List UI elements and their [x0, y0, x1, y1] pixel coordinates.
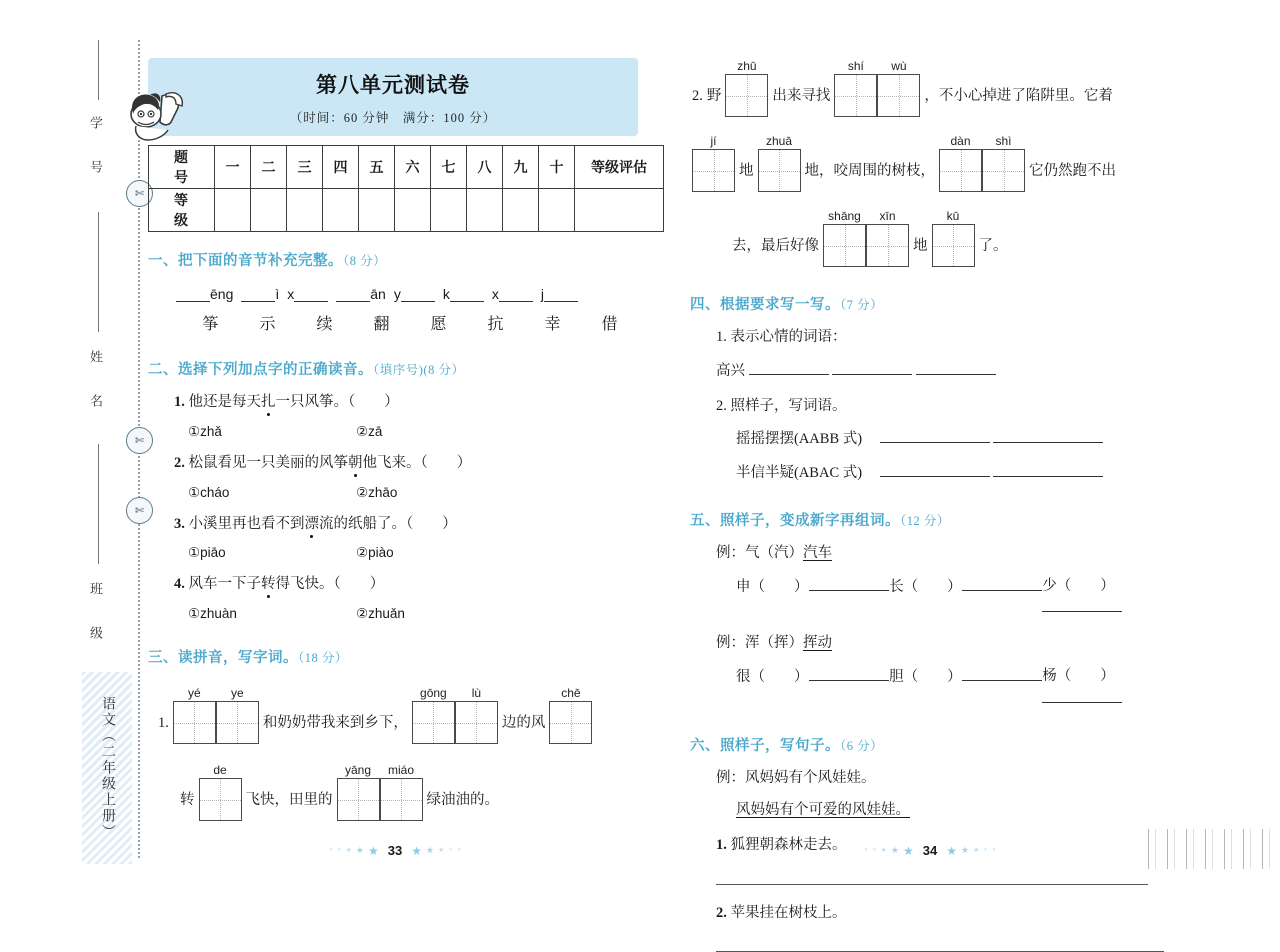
grade-cell[interactable]	[575, 189, 664, 232]
hanzi-label: 示	[259, 316, 276, 333]
grade-cell[interactable]	[539, 189, 575, 232]
choice-question: 4. 风车一下子转得飞快。（ ）	[174, 576, 385, 593]
section-five-example-2	[690, 633, 1190, 655]
q-num-cell: 六	[395, 146, 431, 189]
pinyin-label-row	[199, 762, 242, 778]
tianzige-grid[interactable]	[758, 149, 801, 192]
scissors-seal-icon: ✄	[126, 180, 153, 207]
section-two-title: 二、选择下列加点字的正确读音。	[148, 362, 373, 378]
grade-cell[interactable]	[287, 189, 323, 232]
tianzige-cell[interactable]	[549, 701, 592, 744]
tianzige-grid[interactable]	[173, 701, 259, 744]
pinyin-label: yé	[188, 686, 201, 700]
sentence-text: 边的风	[501, 714, 546, 731]
scan-edge-artifact	[1148, 829, 1280, 869]
tianzige-grid[interactable]	[834, 74, 920, 117]
grade-cell[interactable]	[359, 189, 395, 232]
sentence-text: 地，咬周围的树枝，	[804, 162, 935, 179]
section-three-q2	[690, 58, 1190, 267]
answer-blank[interactable]	[993, 462, 1103, 477]
tianzige-cell[interactable]	[758, 149, 801, 192]
pinyin-writing-line	[690, 133, 1190, 192]
sentence-text: 出来寻找	[772, 87, 831, 104]
tianzige-grid[interactable]	[823, 224, 909, 267]
pinyin-label: zhuā	[765, 134, 793, 148]
option-2[interactable]: ②piào	[356, 545, 394, 561]
tianzige-grid[interactable]	[725, 74, 768, 117]
grade-cell[interactable]	[467, 189, 503, 232]
pinyin-fill-item[interactable]: ān	[336, 286, 386, 302]
section-five-heading	[690, 509, 1190, 530]
hanzi-label: 翻	[373, 316, 390, 333]
tianzige-grid[interactable]	[199, 778, 242, 821]
tianzige-cell[interactable]	[982, 149, 1025, 192]
hanzi-label: 续	[316, 316, 333, 333]
pinyin-label: zhū	[737, 59, 757, 73]
option-1[interactable]: ①cháo	[188, 484, 230, 500]
section-one-heading	[148, 249, 638, 270]
tianzige-group	[692, 133, 735, 192]
answer-blank[interactable]	[749, 360, 829, 375]
section-five-title: 五、照样子，变成新字再组词。	[690, 512, 900, 529]
tianzige-cell[interactable]	[866, 224, 909, 267]
sentence-text: 绿油油的。	[426, 791, 499, 808]
scissors-seal-icon: ✄	[126, 497, 153, 524]
mood-word-example: 高兴	[716, 362, 745, 379]
transform-item: 长（ ）	[889, 576, 1042, 621]
section-six-points: （6 分）	[840, 739, 884, 754]
section-six-example-label: 例：风妈妈有个风娃娃。	[716, 770, 876, 787]
choice-options	[148, 545, 638, 561]
pinyin-label-row	[758, 133, 801, 149]
pinyin-label: gōng	[420, 686, 447, 700]
section-three-q1	[148, 685, 638, 821]
score-table-row-label: 题 号	[149, 146, 215, 189]
margin-rule	[98, 40, 99, 100]
margin-field-student-id: 学 号	[88, 116, 103, 182]
pinyin-label: shāng	[828, 209, 861, 223]
example-word: 汽车	[803, 544, 832, 561]
pointing-boy-mascot-icon	[126, 90, 192, 146]
score-table	[148, 145, 664, 232]
scan-edge-mask	[1148, 869, 1280, 905]
pinyin-label-row	[173, 685, 259, 701]
star-decoration-left: ★ ★ ★ ★ ★	[863, 843, 914, 858]
pinyin-label-row	[725, 58, 768, 74]
pinyin-writing-line	[156, 685, 638, 744]
pinyin-fill-item[interactable]: ēng	[176, 286, 233, 302]
tianzige-grid[interactable]	[939, 149, 1025, 192]
option-1[interactable]: ①zhǎ	[188, 423, 222, 439]
section-four-title: 四、根据要求写一写。	[690, 297, 840, 313]
section-four-q2-label: 2. 照样子，写词语。	[716, 397, 847, 414]
transform-item: 很（ ）	[736, 666, 889, 711]
pinyin-label: yāng	[344, 763, 372, 777]
section-four-pattern-row	[690, 462, 1190, 485]
tianzige-grid[interactable]	[549, 701, 592, 744]
answer-blank[interactable]	[880, 428, 990, 443]
section-three-title: 三、读拼音，写字词。	[148, 650, 298, 666]
q-num-cell: 一	[215, 146, 251, 189]
section-six-example-answer	[690, 800, 1190, 822]
tianzige-cell[interactable]	[173, 701, 216, 744]
pinyin-blank-row	[148, 286, 638, 302]
example-prefix: 例：气（汽）	[716, 544, 803, 561]
page-number-left	[330, 843, 460, 858]
tianzige-cell[interactable]	[932, 224, 975, 267]
section-three-heading	[148, 646, 638, 667]
grade-cell[interactable]	[251, 189, 287, 232]
transform-item: 申（ ）	[736, 576, 889, 621]
tianzige-group	[823, 208, 909, 267]
margin-field-class: 班 级	[88, 582, 103, 648]
q-num-cell: 三	[287, 146, 323, 189]
section-two-points: （填序号)(8 分）	[373, 363, 465, 377]
page-number-right	[865, 843, 995, 858]
section-one-points: （8 分）	[343, 254, 387, 268]
q-num-cell: 四	[323, 146, 359, 189]
book-subject-label	[82, 672, 132, 864]
grade-cell[interactable]	[215, 189, 251, 232]
hanzi-label-row	[148, 311, 638, 334]
pinyin-fill-item[interactable]: y	[394, 286, 435, 302]
pinyin-fill-item[interactable]: j	[541, 286, 578, 302]
answer-blank[interactable]	[880, 462, 990, 477]
table-row-grades	[149, 189, 664, 232]
pinyin-label: chē	[561, 686, 581, 700]
hanzi-label: 幸	[544, 316, 561, 333]
tianzige-group	[337, 762, 423, 821]
q-num-cell: 二	[251, 146, 287, 189]
tianzige-cell[interactable]	[877, 74, 920, 117]
tianzige-cell[interactable]	[725, 74, 768, 117]
tianzige-cell[interactable]	[692, 149, 735, 192]
question-text: 狐狸朝森林走去。	[730, 836, 847, 853]
section-four-heading	[690, 293, 1190, 314]
answer-blank[interactable]	[832, 360, 912, 375]
question-text: 苹果挂在树枝上。	[730, 904, 847, 921]
transform-item: 少（ ）	[1042, 576, 1190, 621]
tianzige-group	[725, 58, 768, 117]
option-2[interactable]: ②zā	[356, 423, 383, 439]
pattern-prompt: 摇摇摆摆(AABB 式)	[736, 431, 863, 448]
choice-question: 1. 他还是每天扎一只风筝。（ ）	[174, 394, 399, 410]
page-title: 第八单元测试卷	[316, 73, 470, 97]
tianzige-group	[412, 685, 498, 744]
star-decoration-right: ★ ★ ★ ★ ★	[411, 843, 462, 858]
section-three-points: （18 分）	[298, 651, 348, 665]
pinyin-fill-item[interactable]: x	[287, 286, 328, 302]
grade-cell[interactable]	[395, 189, 431, 232]
section-two-body	[148, 392, 638, 622]
tianzige-group	[834, 58, 920, 117]
hanzi-label: 抗	[487, 316, 504, 333]
example-answer-text: 风妈妈有个可爱的风娃娃。	[736, 802, 910, 818]
pinyin-label-row	[337, 762, 423, 778]
pinyin-fill-item[interactable]: x	[492, 286, 533, 302]
q-num-cell: 七	[431, 146, 467, 189]
sentence-text: 地	[739, 162, 754, 179]
sentence-text: 飞快，田里的	[245, 791, 333, 808]
sentence-text: 它仍然跑不出	[1029, 162, 1116, 179]
tianzige-cell[interactable]	[823, 224, 866, 267]
grade-cell[interactable]	[431, 189, 467, 232]
choice-options	[148, 606, 638, 622]
star-decoration-left: ★ ★ ★ ★ ★	[328, 843, 379, 858]
pinyin-label: jí	[710, 134, 717, 148]
right-page-column	[690, 58, 1190, 952]
question-number: 2.	[716, 904, 727, 921]
answer-rule[interactable]	[716, 883, 1164, 885]
tianzige-grid[interactable]	[692, 149, 735, 192]
question-number: 1.	[716, 836, 727, 853]
pinyin-label: miáo	[387, 763, 414, 777]
tianzige-cell[interactable]	[216, 701, 259, 744]
tianzige-cell[interactable]	[199, 778, 242, 821]
choice-question: 2. 松鼠看见一只美丽的风筝朝他飞来。（ ）	[174, 454, 472, 471]
option-2[interactable]: ②zhuǎn	[356, 606, 405, 621]
pinyin-label: wù	[891, 59, 907, 73]
section-six-title: 六、照样子，写句子。	[690, 738, 840, 755]
pinyin-writing-line	[690, 208, 1190, 267]
exam-meta-subtitle: （时间：60 分钟 满分：100 分）	[289, 110, 497, 125]
left-page-column	[148, 58, 647, 821]
pinyin-label-row	[823, 208, 909, 224]
section-five-items-1	[690, 576, 1190, 621]
choice-question: 3. 小溪里再也看不到漂流的纸船了。（ ）	[174, 515, 457, 532]
sentence-text: 地	[913, 237, 928, 254]
pinyin-label-row	[939, 133, 1025, 149]
answer-blank[interactable]	[916, 360, 996, 375]
book-subject-text: 语文（二年级上册）	[100, 696, 115, 840]
sentence-text: 转	[180, 791, 195, 808]
margin-field-name: 姓 名	[88, 350, 103, 416]
pinyin-label: lù	[471, 686, 482, 700]
tianzige-grid[interactable]	[932, 224, 975, 267]
option-1[interactable]: ①zhuàn	[188, 606, 237, 621]
tianzige-cell[interactable]	[939, 149, 982, 192]
section-four-q1-row	[690, 360, 1190, 383]
pinyin-writing-line	[156, 762, 638, 821]
table-row-question-numbers	[149, 146, 664, 189]
pinyin-label: xīn	[879, 209, 896, 223]
pinyin-label-row	[692, 133, 735, 149]
pinyin-label: kū	[946, 209, 960, 223]
sentence-text: 野	[706, 87, 722, 104]
tianzige-group	[932, 208, 975, 267]
section-five-points: （12 分）	[900, 513, 950, 528]
pinyin-label: de	[213, 763, 227, 777]
section-two-heading	[148, 358, 638, 379]
tianzige-grid[interactable]	[412, 701, 498, 744]
pinyin-label: dàn	[950, 134, 971, 148]
sentence-text: 和奶奶带我来到乡下，	[262, 714, 408, 731]
section-four-pattern-row	[690, 428, 1190, 451]
sentence-text: 去，最后好像	[732, 237, 819, 254]
pinyin-label: shì	[995, 134, 1012, 148]
score-table-row-label: 等 级	[149, 189, 215, 232]
choice-options	[148, 424, 638, 440]
example-prefix: 例：浑（挥）	[716, 635, 803, 651]
transform-item: 胆（ ）	[889, 666, 1042, 711]
section-six-heading	[690, 734, 1190, 755]
grade-cell[interactable]	[503, 189, 539, 232]
pinyin-writing-line	[690, 58, 1190, 117]
option-2[interactable]: ②zhāo	[356, 484, 398, 500]
section-five-example-1	[690, 543, 1190, 565]
q-num-cell: 五	[359, 146, 395, 189]
title-banner	[148, 58, 638, 136]
hanzi-label: 愿	[430, 316, 447, 333]
pinyin-label-row	[834, 58, 920, 74]
pinyin-label: ye	[231, 686, 244, 700]
star-decoration-right: ★ ★ ★ ★ ★	[946, 843, 997, 858]
page-number-value: 33	[387, 843, 403, 858]
section-four-q1-label: 1. 表示心情的词语：	[716, 329, 847, 345]
pinyin-label-row	[412, 685, 498, 701]
answer-blank[interactable]	[993, 428, 1103, 443]
section-six-q2	[690, 903, 1190, 925]
tianzige-grid[interactable]	[337, 778, 423, 821]
sentence-text: 了。	[978, 237, 1008, 254]
pinyin-label: shí	[847, 59, 864, 73]
margin-rule	[98, 212, 99, 332]
q-num-cell: 九	[503, 146, 539, 189]
section-five-items-2	[690, 666, 1190, 711]
pattern-prompt: 半信半疑(ABAC 式)	[736, 465, 863, 481]
section-four-points: （7 分）	[840, 298, 884, 312]
grade-cell[interactable]	[323, 189, 359, 232]
transform-item: 杨（ ）	[1042, 666, 1190, 711]
q-num-cell: 十	[539, 146, 575, 189]
scissors-seal-icon: ✄	[126, 427, 153, 454]
tianzige-group	[173, 685, 259, 744]
tianzige-cell[interactable]	[834, 74, 877, 117]
pinyin-fill-item[interactable]: k	[443, 286, 484, 302]
tianzige-cell[interactable]	[380, 778, 423, 821]
example-word: 挥动	[803, 635, 832, 651]
page-number-value: 34	[922, 843, 938, 858]
assessment-header: 等级评估	[575, 146, 664, 189]
pinyin-label-row	[549, 685, 592, 701]
tianzige-group	[199, 762, 242, 821]
sentence-text: ，不小心掉进了陷阱里。它着	[924, 87, 1113, 104]
tianzige-cell[interactable]	[455, 701, 498, 744]
tianzige-group	[758, 133, 801, 192]
tianzige-group	[939, 133, 1025, 192]
tianzige-cell[interactable]	[412, 701, 455, 744]
hanzi-label: 借	[601, 316, 618, 333]
hanzi-label: 筝	[202, 316, 219, 333]
question-number: 2.	[692, 87, 703, 104]
pinyin-fill-item[interactable]: ì	[241, 286, 279, 302]
q-num-cell: 八	[467, 146, 503, 189]
question-number: 1.	[158, 714, 169, 731]
tianzige-group	[549, 685, 592, 744]
tianzige-cell[interactable]	[337, 778, 380, 821]
pinyin-label-row	[932, 208, 975, 224]
choice-options	[148, 485, 638, 501]
margin-rule	[98, 444, 99, 564]
option-1[interactable]: ①piāo	[188, 545, 226, 561]
section-one-title: 一、把下面的音节补充完整。	[148, 253, 343, 269]
